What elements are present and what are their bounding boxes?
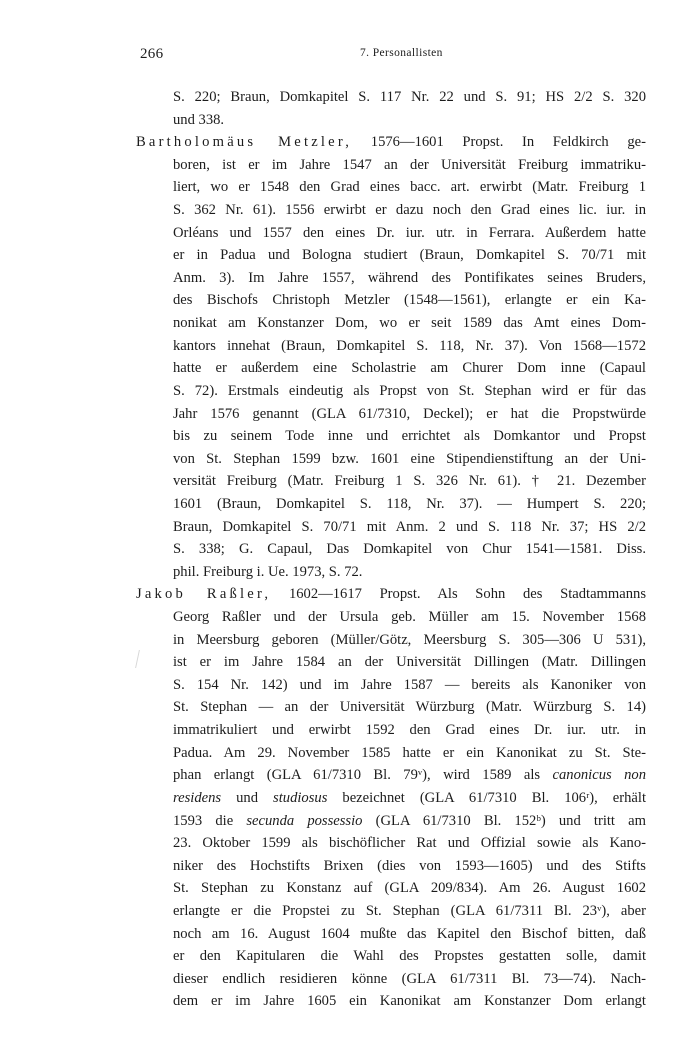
text-line: er in Padua und Bologna studiert (Braun, Domkapitel S. 70/71 mit — [173, 247, 646, 264]
text-line: dem er im Jahre 1605 ein Kanonikat am Konstanzer Dom erlangt — [173, 993, 646, 1010]
text-line: 1576—1601 Propst. In Feldkirch ge- — [352, 134, 646, 151]
person-name: Bartholomäus Metzler, — [136, 134, 353, 151]
text-line: St. Stephan — an der Universität Würzburg (Matr. Würzburg S. 14) — [173, 699, 646, 716]
text-line: niker des Hochstifts Brixen (dies von 1593—1605) und des Stifts — [173, 857, 646, 874]
text-line: liert, wo er 1548 den Grad eines bacc. art. erwirbt (Matr. Freiburg 1 — [173, 179, 646, 196]
text-line: Padua. Am 29. November 1585 hatte er ein Kanonikat zu St. Ste- — [173, 744, 646, 761]
text-line: versität Freiburg (Matr. Freiburg 1 S. 326 Nr. 61). † 21. Dezember — [173, 473, 646, 490]
entry-continuation — [146, 86, 646, 131]
page-header — [140, 46, 650, 70]
entry-bartholomaeus-metzler — [136, 131, 646, 583]
text-line: nonikat am Konstanzer Dom, wo er seit 1589 das Amt eines Dom- — [173, 315, 646, 332]
text-line: noch am 16. August 1604 mußte das Kapitel den Bischof bitten, daß — [173, 925, 646, 942]
text-line: phan erlangt (GLA 61/7310 Bl. 79ᵛ), wird 1589 als canonicus non — [173, 767, 646, 784]
text-line: residens und studiosus bezeichnet (GLA 61/7310 Bl. 106ʳ), erhält — [173, 789, 647, 806]
text-line: erlangte er die Propstei zu St. Stephan (GLA 61/7311 Bl. 23ᵛ), aber — [173, 902, 646, 919]
text-line: 23. Oktober 1599 als bischöflicher Rat und Offizial sowie als Kano- — [173, 835, 646, 852]
text-line: 1602—1617 Propst. Als Sohn des Stadtammanns — [271, 586, 647, 603]
text-line: er den Kapitularen die Wahl des Propstes gestatten solle, damit — [173, 948, 646, 965]
text-line: S. 220; Braun, Domkapitel S. 117 Nr. 22 und S. 91; HS 2/2 S. 320 — [173, 89, 646, 105]
text-line: Georg Raßler und der Ursula geb. Müller am 15. November 1568 — [173, 609, 646, 626]
page-number: 266 — [140, 46, 164, 62]
text-line: boren, ist er im Jahre 1547 an der Universität Freiburg immatriku- — [173, 156, 646, 173]
text-line: S. 338; G. Capaul, Das Domkapitel von Chur 1541—1581. Diss. — [173, 541, 646, 558]
body-text — [136, 86, 647, 1013]
running-head: 7. Personallisten — [360, 47, 443, 59]
text-line: von St. Stephan 1599 bzw. 1601 eine Stipendienstiftung an der Uni- — [173, 450, 646, 467]
person-name: Jakob Raßler, — [136, 586, 272, 603]
text-line: phil. Freiburg i. Ue. 1973, S. 72. — [173, 563, 363, 580]
text-line: ist er im Jahre 1584 an der Universität Dillingen (Matr. Dillingen — [173, 654, 646, 671]
text-line: in Meersburg geboren (Müller/Götz, Meersburg S. 305—306 U 531), — [173, 631, 646, 648]
text-line: S. 154 Nr. 142) und im Jahre 1587 — bereits als Kanoniker von — [173, 676, 646, 693]
text-line: Anm. 3). Im Jahre 1557, während des Pontifikates seines Bruders, — [173, 269, 646, 286]
entry-heading-line — [136, 131, 646, 154]
margin-mark — [135, 650, 146, 668]
text-line: dieser endlich residieren könne (GLA 61/7311 Bl. 73—74). Nach- — [173, 970, 646, 987]
entry-jakob-rassler — [136, 583, 647, 1013]
text-line: hatte er außerdem eine Scholastrie am Churer Dom inne (Capaul — [173, 360, 646, 377]
text-line: S. 362 Nr. 61). 1556 erwirbt er dazu noch den Grad eines lic. iur. in — [173, 202, 646, 219]
text-line: bis zu seinem Tode inne und errichtet als Domkantor und Propst — [173, 428, 646, 445]
text-line: und 338. — [173, 111, 225, 128]
text-line: 1593 die secunda possessio (GLA 61/7310 Bl. 152ᵇ) und tritt am — [173, 812, 646, 829]
entry-heading-line — [136, 583, 646, 606]
text-line: Orléans und 1557 den eines Dr. iur. utr. in Ferrara. Außerdem hatte — [173, 224, 646, 241]
text-line: Jahr 1576 genannt (GLA 61/7310, Deckel); er hat die Propstwürde — [173, 405, 646, 422]
text-line: St. Stephan zu Konstanz auf (GLA 209/834). Am 26. August 1602 — [173, 880, 646, 897]
text-line: immatrikuliert und erwirbt 1592 den Grad eines Dr. iur. utr. in — [173, 722, 646, 739]
text-line: Braun, Domkapitel S. 70/71 mit Anm. 2 und S. 118 Nr. 37; HS 2/2 — [173, 518, 646, 535]
text-line: S. 72). Erstmals eindeutig als Propst von St. Stephan wird er für das — [173, 382, 646, 399]
text-line: 1601 (Braun, Domkapitel S. 118, Nr. 37). — Humpert S. 220; — [173, 495, 646, 512]
text-line: kantors innehat (Braun, Domkapitel S. 118, Nr. 37). Von 1568—1572 — [173, 337, 646, 354]
text-line: des Bischofs Christoph Metzler (1548—1561), erlangte er ein Ka- — [173, 292, 646, 309]
